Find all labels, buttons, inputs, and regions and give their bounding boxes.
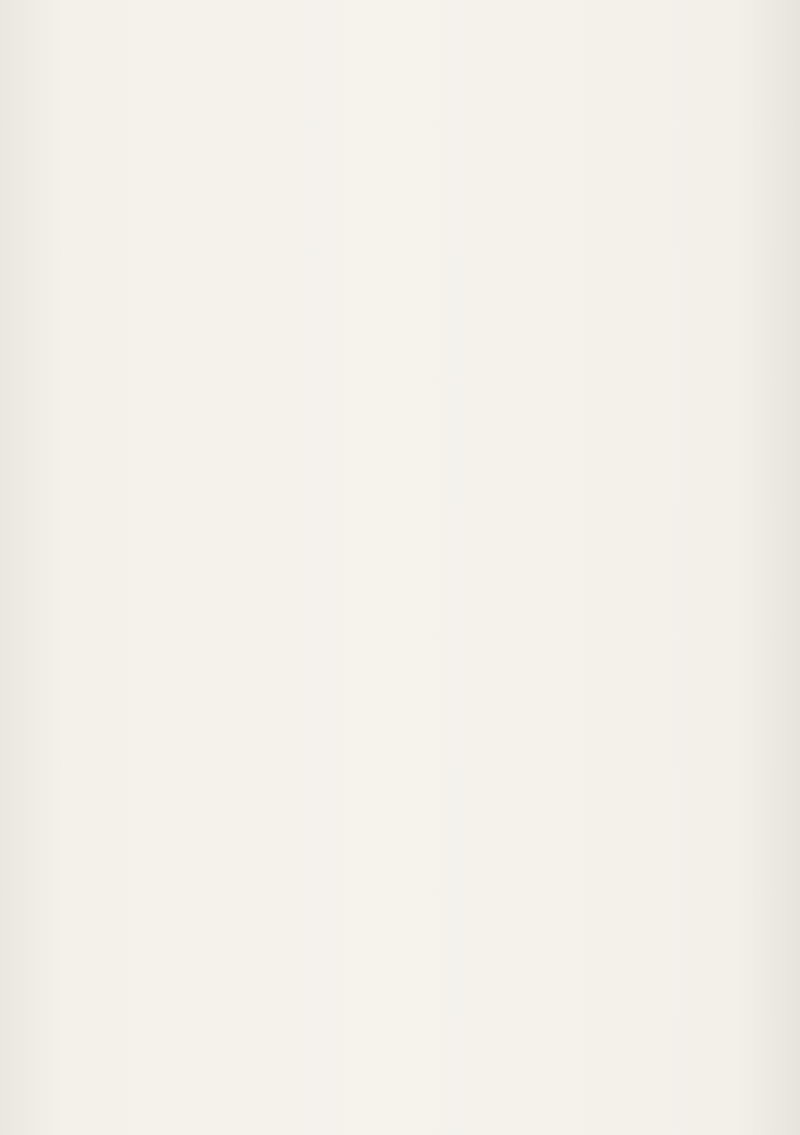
page-footer (108, 1054, 708, 1078)
page-header (110, 22, 710, 56)
